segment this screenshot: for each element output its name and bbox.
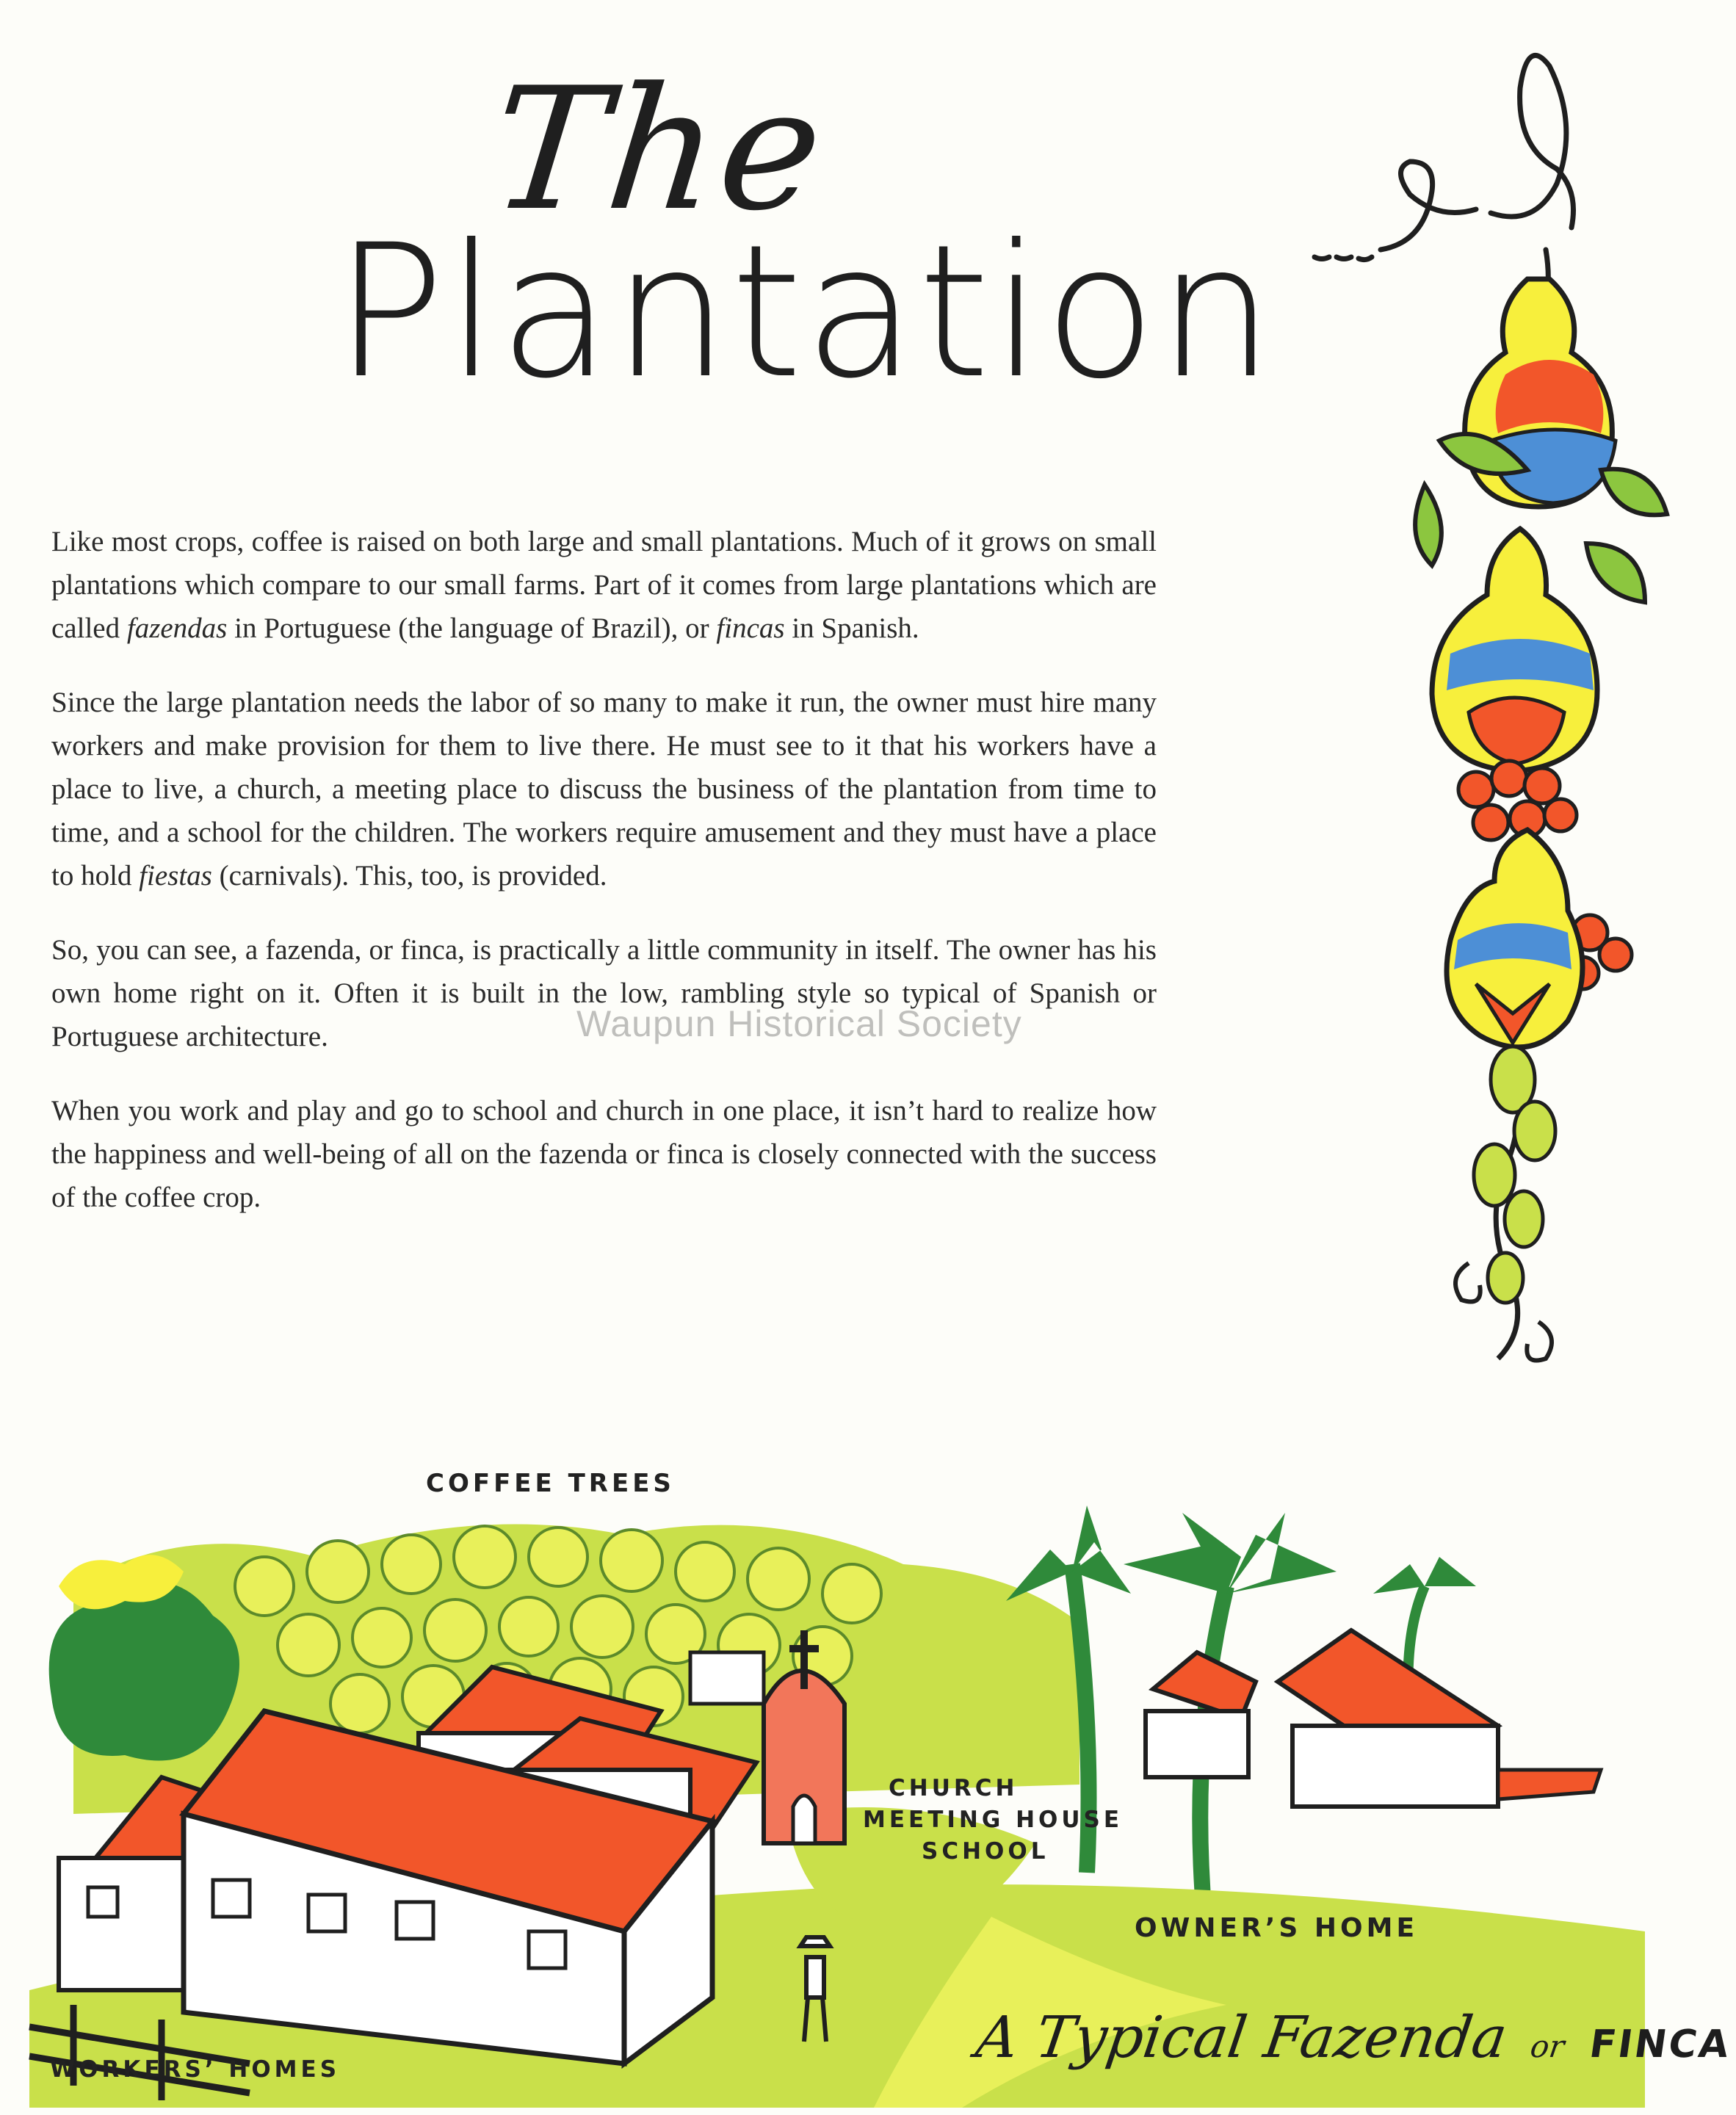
title-the: The [482, 52, 834, 248]
paragraph-2 [51, 681, 1157, 897]
paragraph-1 [51, 520, 1157, 650]
label-owners-home: OWNER’S HOME [1135, 1913, 1419, 1943]
caption-or: or [1528, 2028, 1567, 2064]
text-segment: in Portuguese (the language of Brazil), or [227, 612, 717, 644]
caption-main: A Typical Fazenda [972, 2005, 1511, 2071]
label-church: CHURCH [889, 1775, 1019, 1801]
body-text [51, 520, 1157, 1250]
text-segment: So, you can see, a fazenda, or finca, is practically a little community in itself. The owner has his own home right on it. Often it is built in the low, rambling style so typical of Spanish or Portuguese architecture. [51, 934, 1157, 1052]
illustration-caption [972, 2005, 1736, 2071]
label-workers-homes: WORKERS’ HOMES [50, 2056, 341, 2083]
page-title: Plantation [334, 205, 1276, 419]
gourd-3 [1447, 830, 1583, 1047]
caption-finca: FINCA [1586, 2022, 1734, 2067]
italic-term: fiestas [139, 860, 212, 892]
text-segment: Since the large plantation needs the labor of so many to make it run, the owner must hire many workers and make provision for them to live there. He must see to it that his workers have a place to live, a church, a meeting place to discuss the business of the plantation from time to time, and a school for the children. The workers require amusement and they must have a place to hold [51, 687, 1157, 892]
gourd-2 [1432, 529, 1597, 771]
watermark: Waupun Historical Society [576, 1003, 1022, 1044]
text-segment: in Spanish. [784, 612, 919, 644]
label-school: SCHOOL [922, 1838, 1049, 1865]
text-segment: Like most crops, coffee is raised on both large and small plantations. Much of it grows on small plantations which compare to our small farms. Part of it comes from large plantations which are called [51, 526, 1157, 644]
text-segment: When you work and play and go to school and church in one place, it isn’t hard to realize how the happiness and well-being of all on the fazenda or finca is closely connected with the success of the coffee crop. [51, 1095, 1157, 1213]
text-segment: (carnivals). This, too, is provided. [211, 860, 607, 892]
label-meeting-house: MEETING HOUSE [863, 1807, 1124, 1833]
paragraph-4 [51, 1089, 1157, 1219]
vine-tail [1455, 1046, 1555, 1361]
label-coffee-trees: COFFEE TREES [426, 1469, 675, 1498]
gourd-vine-decoration [1292, 29, 1674, 1395]
italic-term: fincas [716, 612, 785, 644]
italic-term: fazendas [126, 612, 228, 644]
